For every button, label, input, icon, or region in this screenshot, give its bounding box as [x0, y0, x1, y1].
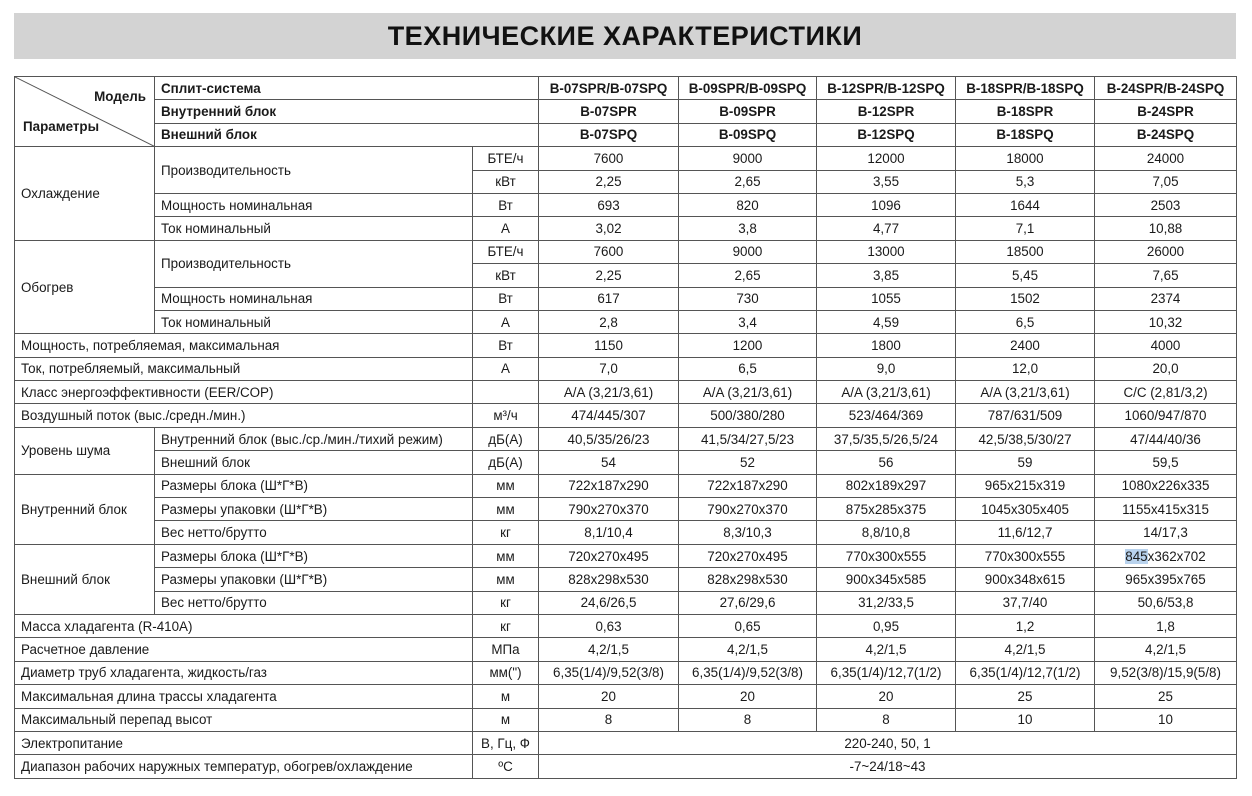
- value-cell: A/A (3,21/3,61): [679, 381, 817, 404]
- value-cell: 4,2/1,5: [539, 638, 679, 661]
- value-cell: 965x215x319: [956, 474, 1095, 497]
- value-cell: 31,2/33,5: [817, 591, 956, 614]
- param-label: Внутренний блок (выс./ср./мин./тихий режим): [155, 427, 473, 450]
- table-row: [15, 731, 1237, 754]
- value-cell: 20: [539, 685, 679, 708]
- param-label: Вес нетто/брутто: [155, 521, 473, 544]
- table-row: [15, 544, 1237, 567]
- value-cell: 2400: [956, 334, 1095, 357]
- value-cell: 9000: [679, 240, 817, 263]
- model-cell: B-07SPQ: [539, 123, 679, 146]
- model-cell: B-24SPQ: [1095, 123, 1237, 146]
- value-cell: 720x270x495: [679, 544, 817, 567]
- value-cell: 1155x415x315: [1095, 498, 1237, 521]
- unit-cell: мм: [473, 498, 539, 521]
- value-cell: 720x270x495: [539, 544, 679, 567]
- row-label: Внутренний блок: [155, 100, 539, 123]
- value-cell: 500/380/280: [679, 404, 817, 427]
- value-cell: 8,8/10,8: [817, 521, 956, 544]
- table-row: [15, 638, 1237, 661]
- table-row: [15, 427, 1237, 450]
- table-row: [15, 451, 1237, 474]
- value-cell: 7600: [539, 240, 679, 263]
- value-cell: 0,63: [539, 614, 679, 637]
- value-cell: 1080x226x335: [1095, 474, 1237, 497]
- param-label: Максимальная длина трассы хладагента: [15, 685, 473, 708]
- value-cell: 900x348x615: [956, 568, 1095, 591]
- value-cell: 11,6/12,7: [956, 521, 1095, 544]
- value-cell: 828x298x530: [539, 568, 679, 591]
- value-cell: 1502: [956, 287, 1095, 310]
- table-row: [15, 381, 1237, 404]
- unit-cell: ºС: [473, 755, 539, 778]
- param-label: Размеры упаковки (Ш*Г*В): [155, 498, 473, 521]
- value-cell: 722x187x290: [679, 474, 817, 497]
- unit-cell: мм: [473, 568, 539, 591]
- param-label: Диапазон рабочих наружных температур, обогрев/охлаждение: [15, 755, 473, 778]
- value-cell: 617: [539, 287, 679, 310]
- unit-cell: м: [473, 685, 539, 708]
- value-cell: 820: [679, 193, 817, 216]
- value-cell: 7,65: [1095, 264, 1237, 287]
- table-row: [15, 240, 1237, 263]
- value-cell: 1,8: [1095, 614, 1237, 637]
- model-cell: B-09SPR: [679, 100, 817, 123]
- value-cell: 7,05: [1095, 170, 1237, 193]
- unit-cell: Вт: [473, 287, 539, 310]
- value-cell: 3,8: [679, 217, 817, 240]
- value-cell: 6,35(1/4)/12,7(1/2): [817, 661, 956, 684]
- unit-cell: дБ(А): [473, 427, 539, 450]
- value-cell: 41,5/34/27,5/23: [679, 427, 817, 450]
- unit-cell: кг: [473, 614, 539, 637]
- value-cell: 25: [1095, 685, 1237, 708]
- table-row: [15, 755, 1237, 778]
- group-label: Охлаждение: [15, 147, 155, 241]
- value-cell: 2374: [1095, 287, 1237, 310]
- model-cell: B-12SPR: [817, 100, 956, 123]
- group-label: Внешний блок: [15, 544, 155, 614]
- value-cell: 2,65: [679, 264, 817, 287]
- unit-cell: А: [473, 217, 539, 240]
- title-bar: [14, 13, 1236, 59]
- param-label: Воздушный поток (выс./средн./мин.): [15, 404, 473, 427]
- param-label: Ток, потребляемый, максимальный: [15, 357, 473, 380]
- value-cell: 7600: [539, 147, 679, 170]
- unit-cell: Вт: [473, 193, 539, 216]
- value-cell: 20: [817, 685, 956, 708]
- table-row: [15, 661, 1237, 684]
- value-cell: 693: [539, 193, 679, 216]
- table-row: [15, 193, 1237, 216]
- value-cell: 4,59: [817, 310, 956, 333]
- param-label: Размеры блока (Ш*Г*В): [155, 474, 473, 497]
- unit-cell: м: [473, 708, 539, 731]
- value-cell: 2,25: [539, 170, 679, 193]
- value-cell: -7~24/18~43: [539, 755, 1237, 778]
- model-cell: B-09SPQ: [679, 123, 817, 146]
- header-row-outdoor: [15, 123, 1237, 146]
- value-cell: A/A (3,21/3,61): [539, 381, 679, 404]
- value-cell: [1095, 544, 1237, 567]
- value-cell: 790x270x370: [679, 498, 817, 521]
- unit-cell: м³/ч: [473, 404, 539, 427]
- row-label: Сплит-система: [155, 77, 539, 100]
- value-cell: 3,4: [679, 310, 817, 333]
- value-cell: 13000: [817, 240, 956, 263]
- model-cell: B-18SPQ: [956, 123, 1095, 146]
- unit-cell: кг: [473, 521, 539, 544]
- value-cell: 6,5: [956, 310, 1095, 333]
- param-label: Производительность: [155, 240, 473, 287]
- param-label: Электропитание: [15, 731, 473, 754]
- param-label: Расчетное давление: [15, 638, 473, 661]
- unit-cell: мм: [473, 474, 539, 497]
- value-cell: 730: [679, 287, 817, 310]
- group-label: Внутренний блок: [15, 474, 155, 544]
- value-cell: 50,6/53,8: [1095, 591, 1237, 614]
- table-row: [15, 685, 1237, 708]
- value-cell: 10,88: [1095, 217, 1237, 240]
- model-cell: B-09SPR/B-09SPQ: [679, 77, 817, 100]
- table-row: [15, 498, 1237, 521]
- param-label: Ток номинальный: [155, 310, 473, 333]
- value-cell: 8: [679, 708, 817, 731]
- table-row: [15, 357, 1237, 380]
- unit-cell: мм("): [473, 661, 539, 684]
- value-cell: 900x345x585: [817, 568, 956, 591]
- value-cell: 5,3: [956, 170, 1095, 193]
- value-cell: 523/464/369: [817, 404, 956, 427]
- model-label: Модель: [94, 89, 146, 104]
- value-cell: 9,52(3/8)/15,9(5/8): [1095, 661, 1237, 684]
- unit-cell: мм: [473, 544, 539, 567]
- value-cell: 1,2: [956, 614, 1095, 637]
- value-cell: 14/17,3: [1095, 521, 1237, 544]
- value-cell: 828x298x530: [679, 568, 817, 591]
- model-cell: B-07SPR/B-07SPQ: [539, 77, 679, 100]
- value-cell: 3,02: [539, 217, 679, 240]
- value-cell: 9000: [679, 147, 817, 170]
- value-cell: 47/44/40/36: [1095, 427, 1237, 450]
- table-row: [15, 614, 1237, 637]
- header-row-split: [15, 77, 1237, 100]
- value-cell: 5,45: [956, 264, 1095, 287]
- value-cell: 4000: [1095, 334, 1237, 357]
- unit-cell: В, Гц, Ф: [473, 731, 539, 754]
- value-cell: 4,2/1,5: [679, 638, 817, 661]
- value-cell: 37,5/35,5/26,5/24: [817, 427, 956, 450]
- corner-diagonal: [15, 77, 154, 146]
- unit-cell: кВт: [473, 264, 539, 287]
- table-row: [15, 310, 1237, 333]
- value-cell: 9,0: [817, 357, 956, 380]
- param-label: Класс энергоэффективности (EER/COP): [15, 381, 473, 404]
- page-title: ТЕХНИЧЕСКИЕ ХАРАКТЕРИСТИКИ: [387, 20, 863, 51]
- group-label: Уровень шума: [15, 427, 155, 474]
- value-cell: 1200: [679, 334, 817, 357]
- value-cell: 8,1/10,4: [539, 521, 679, 544]
- value-cell: 0,65: [679, 614, 817, 637]
- model-cell: B-24SPR: [1095, 100, 1237, 123]
- value-cell: 1045x305x405: [956, 498, 1095, 521]
- model-cell: B-18SPR/B-18SPQ: [956, 77, 1095, 100]
- table-row: [15, 521, 1237, 544]
- model-cell: B-12SPR/B-12SPQ: [817, 77, 956, 100]
- value-cell: 20: [679, 685, 817, 708]
- value-cell: 10: [956, 708, 1095, 731]
- value-cell: 2503: [1095, 193, 1237, 216]
- param-label: Мощность номинальная: [155, 193, 473, 216]
- table-row: [15, 708, 1237, 731]
- value-cell: 12000: [817, 147, 956, 170]
- table-row: [15, 217, 1237, 240]
- value-cell: 4,2/1,5: [817, 638, 956, 661]
- value-cell: 59,5: [1095, 451, 1237, 474]
- text-selection-highlight[interactable]: 845: [1125, 548, 1148, 564]
- value-cell: 1055: [817, 287, 956, 310]
- value-cell: 3,85: [817, 264, 956, 287]
- value-cell: 1800: [817, 334, 956, 357]
- value-cell: 6,35(1/4)/9,52(3/8): [539, 661, 679, 684]
- table-row: [15, 474, 1237, 497]
- value-cell: 40,5/35/26/23: [539, 427, 679, 450]
- value-cell: 4,2/1,5: [1095, 638, 1237, 661]
- value-rest: x362x702: [1147, 548, 1206, 564]
- param-label: Размеры блока (Ш*Г*В): [155, 544, 473, 567]
- value-cell: 8: [817, 708, 956, 731]
- value-cell: 52: [679, 451, 817, 474]
- spec-table: [14, 76, 1237, 779]
- unit-cell: кг: [473, 591, 539, 614]
- param-label: Мощность номинальная: [155, 287, 473, 310]
- value-cell: 6,5: [679, 357, 817, 380]
- value-cell: 2,8: [539, 310, 679, 333]
- value-cell: 59: [956, 451, 1095, 474]
- param-label: Диаметр труб хладагента, жидкость/газ: [15, 661, 473, 684]
- unit-cell: БТЕ/ч: [473, 147, 539, 170]
- value-cell: 8,3/10,3: [679, 521, 817, 544]
- value-cell: 7,1: [956, 217, 1095, 240]
- value-cell: 24,6/26,5: [539, 591, 679, 614]
- header-row-indoor: [15, 100, 1237, 123]
- value-cell: 10,32: [1095, 310, 1237, 333]
- table-row: [15, 568, 1237, 591]
- param-label: Внешний блок: [155, 451, 473, 474]
- param-label: Вес нетто/брутто: [155, 591, 473, 614]
- param-label: Мощность, потребляемая, максимальная: [15, 334, 473, 357]
- value-cell: 7,0: [539, 357, 679, 380]
- value-cell: 24000: [1095, 147, 1237, 170]
- param-label: Производительность: [155, 147, 473, 194]
- value-cell: 770x300x555: [817, 544, 956, 567]
- value-cell: 965x395x765: [1095, 568, 1237, 591]
- value-cell: 790x270x370: [539, 498, 679, 521]
- value-cell: 12,0: [956, 357, 1095, 380]
- unit-cell: Вт: [473, 334, 539, 357]
- model-cell: B-12SPQ: [817, 123, 956, 146]
- unit-cell: МПа: [473, 638, 539, 661]
- model-cell: B-24SPR/B-24SPQ: [1095, 77, 1237, 100]
- model-cell: B-07SPR: [539, 100, 679, 123]
- unit-cell: А: [473, 357, 539, 380]
- value-cell: 42,5/38,5/30/27: [956, 427, 1095, 450]
- value-cell: A/A (3,21/3,61): [817, 381, 956, 404]
- value-cell: 20,0: [1095, 357, 1237, 380]
- value-cell: 26000: [1095, 240, 1237, 263]
- unit-cell: дБ(А): [473, 451, 539, 474]
- value-cell: 1150: [539, 334, 679, 357]
- value-cell: 3,55: [817, 170, 956, 193]
- table-row: [15, 591, 1237, 614]
- table-row: [15, 404, 1237, 427]
- value-cell: 37,7/40: [956, 591, 1095, 614]
- value-cell: 2,65: [679, 170, 817, 193]
- value-cell: 220-240, 50, 1: [539, 731, 1237, 754]
- value-cell: 770x300x555: [956, 544, 1095, 567]
- param-label: Максимальный перепад высот: [15, 708, 473, 731]
- value-cell: 18500: [956, 240, 1095, 263]
- value-cell: 4,2/1,5: [956, 638, 1095, 661]
- row-label: Внешний блок: [155, 123, 539, 146]
- model-cell: B-18SPR: [956, 100, 1095, 123]
- unit-cell: БТЕ/ч: [473, 240, 539, 263]
- value-cell: 1096: [817, 193, 956, 216]
- table-row: [15, 334, 1237, 357]
- param-label: Размеры упаковки (Ш*Г*В): [155, 568, 473, 591]
- value-cell: 1060/947/870: [1095, 404, 1237, 427]
- value-cell: 18000: [956, 147, 1095, 170]
- value-cell: A/A (3,21/3,61): [956, 381, 1095, 404]
- value-cell: 8: [539, 708, 679, 731]
- value-cell: 6,35(1/4)/9,52(3/8): [679, 661, 817, 684]
- table-row: [15, 147, 1237, 170]
- value-cell: 722x187x290: [539, 474, 679, 497]
- unit-cell: [473, 381, 539, 404]
- value-cell: 10: [1095, 708, 1237, 731]
- params-label: Параметры: [23, 119, 100, 135]
- value-cell: 875x285x375: [817, 498, 956, 521]
- param-label: Ток номинальный: [155, 217, 473, 240]
- value-cell: 54: [539, 451, 679, 474]
- value-cell: 2,25: [539, 264, 679, 287]
- group-label: Обогрев: [15, 240, 155, 334]
- value-cell: 25: [956, 685, 1095, 708]
- unit-cell: кВт: [473, 170, 539, 193]
- value-cell: 6,35(1/4)/12,7(1/2): [956, 661, 1095, 684]
- value-cell: 56: [817, 451, 956, 474]
- value-cell: 1644: [956, 193, 1095, 216]
- header-corner: [15, 77, 155, 147]
- value-cell: 0,95: [817, 614, 956, 637]
- value-cell: C/C (2,81/3,2): [1095, 381, 1237, 404]
- unit-cell: А: [473, 310, 539, 333]
- table-row: [15, 287, 1237, 310]
- param-label: Масса хладагента (R-410A): [15, 614, 473, 637]
- value-cell: 474/445/307: [539, 404, 679, 427]
- value-cell: 802x189x297: [817, 474, 956, 497]
- value-cell: 787/631/509: [956, 404, 1095, 427]
- value-cell: 27,6/29,6: [679, 591, 817, 614]
- value-cell: 4,77: [817, 217, 956, 240]
